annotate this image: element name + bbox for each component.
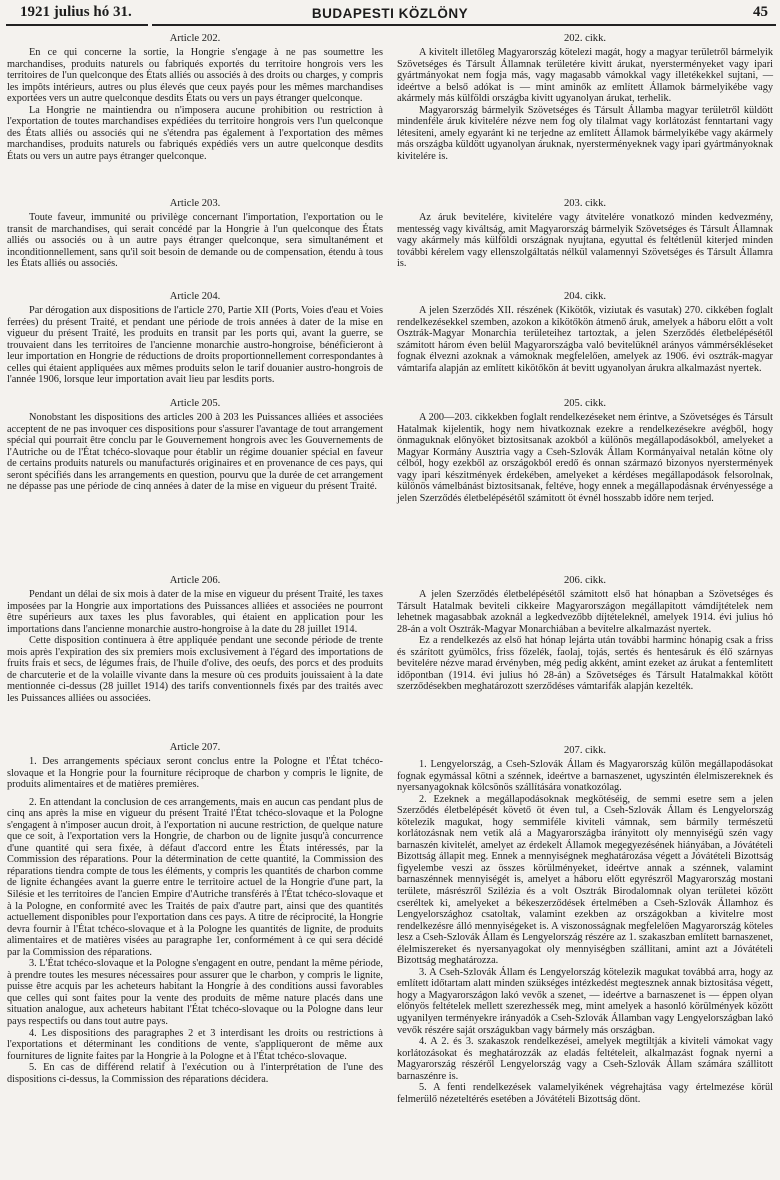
article-paragraph: Magyarország bármelyik Szövetséges és Társult Államba magyar területről küldött mindenféle áruk kivitelére nézve nem fog oly tilalmat vagy korlátozást fenntartani vagy létesiteni, amely egyaránt ki ne terjedne az említett Államok bármelyikébe vagy akármely más országba küldött ugyanolyan áruknak, nyersterményeknek vagy ipari gyártmányoknak kivitelére is. (397, 104, 773, 162)
article-heading: 206. cikk. (563, 575, 607, 586)
article-section (7, 397, 383, 493)
article-heading: 202. cikk. (563, 33, 607, 44)
page-number: 45 (753, 4, 768, 20)
article-heading: 205. cikk. (563, 398, 607, 409)
article-paragraph: A kivitelt illetőleg Magyarország kötelezi magát, hogy a magyar területről bármelyik Szövetséges és Társult Államnak területére kivitt árukat, nyersterményeket vagy ipari gyártmányokat nem fogja más, vagy magasabb vámokkal vagy illetékekkel sujtani, — ideértve a belső adókat is — mint aminők az említett Államok bármelyikébe vagy akármely más külföldi országba kivitt ugyanolyan árukat, terhelik. (397, 47, 773, 105)
article-section (397, 397, 773, 504)
article-paragraph: Par dérogation aux dispositions de l'article 270, Partie XII (Ports, Voies d'eau et Voies ferrées) du présent Traité, et pendant une période de trois années à dater de la mise en vigueur du présent Traité, les produits en transit par les ports qui, avant la guerre, se trouvaient dans les territoires de l'ancienne monarchie austro-hongroise, bénéficieront à leur importation en Hongrie de réductions de droits proportionnellement correspondantes à celles qui étaient appliquées aux mêmes produits selon le tarif douanier austro-hongrois de l'année 1906, lorsque leur importation avait lieu par lesdits ports. (7, 305, 383, 386)
article-paragraph: Cette disposition continuera à être appliquée pendant une seconde période de trente mois après l'expiration des six premiers mois exclusivement à l'égard des importations de fruits frais et secs, de légumes frais, de l'huile d'olive, des oeufs, des porcs et des produits de charcuterie et de la volaille vivante dans la mesure où ces produits jouissaient à la date mentionnée ci-dessus (28 juillet 1914) des tarifs conventionnels fixés par des traités avec les Puissances alliées ou associées. (7, 635, 383, 704)
article-paragraph: 3. L'État tchéco-slovaque et la Pologne s'engagent en outre, pendant la même période, à prendre toutes les mesures nécessaires pour assurer que le charbon, y compris le lignite, puisse être acquis par les acheteurs habitant la Hongrie à des conditions aussi favorables que celles qui sont faites pour la vente des produits de même nature placés dans une situation analogue, aux acheteurs habitant l'État tchéco-slovaque ou la Pologne dans leur pays respectifs ou dans tout autre pays. (7, 958, 383, 1028)
article-heading: Article 203. (169, 198, 221, 209)
article-paragraph: 1. Lengyelország, a Cseh-Szlovák Állam és Magyarország külön megállapodásokat fognak egymással kötni a szénnek, ideértve a barnaszenet, ugyszintén élelmiszereknek és nyersanyagoknak kölcsönös szállítására vonatkozólag. (397, 759, 773, 794)
article-heading: 204. cikk. (563, 291, 607, 302)
article-section (397, 574, 773, 693)
article-paragraph: A jelen Szerződés életbelépésétől számitott első hat hónapban a Szövetséges és Társult Hatalmak beviteli cikkeire Magyarországon megállapitott vámdíjtételek nem lehetnek magasabbak azoknál a legkedvezőbb díjtételeknél, amelyek 1914. évi julius hó 28-án a volt Osztrák-Magyar Monarchiában a bevitelre alkalmazást nyertek. (397, 589, 773, 635)
article-heading: Article 206. (169, 575, 221, 586)
article-section (397, 290, 773, 374)
header-rule-right (152, 24, 776, 26)
article-section (7, 290, 383, 386)
article-heading: Article 205. (169, 398, 221, 409)
publication-title: BUDAPESTI KÖZLÖNY (311, 6, 469, 21)
article-section (7, 574, 383, 704)
article-paragraph: 3. A Cseh-Szlovák Állam és Lengyelország kötelezik magukat továbbá arra, hogy az említett időtartam alatt minden szükséges intézkedést megtesznek annak biztositása végett, hogy a Magyarországon lakó vevők a szenet, — ideértve a barnaszenet is — éppen olyan előnyös feltételek mellett szerezhessék meg, mint amelyek a hasonló körülmények között ugyanilyen terményekre irányadók a Cseh-Szlovák Államban vagy Lengyelországban lakó vevők részére saját országukban vagy bármely más országban. (397, 966, 773, 1036)
article-paragraph: 2. Ezeknek a megállapodásoknak megkötéséig, de semmi esetre sem a jelen Szerződés életbelépését követő öt éven tul, a Cseh-Szlovák Állam és Lengyelország kötelezik magukat, hogy semmiféle kiviteli vámnak, sem bármily természetü korlátozásnak nem vetik alá a Magyarországba irányitott oly mennyiségü szén vagy barnaszén kivitelét, amelyet az érdekelt Államok megegyezésének hiányában, a Jóvátételi Bizottság állapit meg. Ennek a mennyiségnek meghatározása végett a Jóvátételi Bizottság figyelembe veszi az összes körülményeket, ideértve annak a szénnek, valamint barnaszénnek mennyiségét is, amelyet a háboru előtt egyrészről Magyarország mostani területe, másrészről Szilézia és a volt Osztrák Birodalomnak olyan területei között cseréltek ki, amelyeket a békeszerződések értelmében a Cseh-Szlovák Államhoz és Lengyelországhoz csatoltak, valamint ezekben az országokban a kivitelre most rendelkezésre álló mennyiségeket is. A viszonosságnak megfelelően Magyarország köteles lesz a Cseh-Szlovák Állam és Lengyelország részére az 1. szakaszban említett barnaszenet, élelmiszereket és nyersanyagokat oly mennyiségben szállitani, amint azt a Jóvátételi Bizottság meghatározza. (397, 793, 773, 967)
article-paragraph: Pendant un délai de six mois à dater de la mise en vigueur du présent Traité, les taxes imposées par la Hongrie aux importations des Puissances alliées et associées ne pourront être supérieurs aux taxes les plus favorables, qui étaient en application pour les importations dans l'ancienne monarchie austro-hongroise à la date du 28 juillet 1914. (7, 589, 383, 635)
article-paragraph: 4. A 2. és 3. szakaszok rendelkezései, amelyek megtiltják a kiviteli vámokat vagy korlátozásokat és meghatározzák az eladás feltételeit, alkalmazást fognak nyerni a Magyarország részéről Lengyelország vagy a Cseh-Szlovák Állam számára szállitott barnaszénre is. (397, 1036, 773, 1082)
article-heading: Article 204. (169, 291, 221, 302)
article-section (397, 197, 773, 270)
article-paragraph: 1. Des arrangements spéciaux seront conclus entre la Pologne et l'État tchéco-slovaque et la Hongrie pour la fourniture réciproque de charbon y compris le lignite, de produits alimentaires et de matières premières. (7, 756, 383, 791)
article-paragraph: 2. En attendant la conclusion de ces arrangements, mais en aucun cas pendant plus de cinq ans après la mise en vigueur du présent Traité l'État tchéco-slovaque et la Pologne s'engagent à n'imposer aucun droit, à l'exportation ni aucune restriction, de quelque nature que ce soit, à l'exportation vers la Hongrie, de charbon ou de lignite jusqu'à concurrence d'une quantité qui sera fixée, à défaut d'accord entre les États intéressés, par la Commission des réparations. Pour la détermination de cette quantité, la Commission des réparations tiendra compte de tous les éléments, y compris les quantités de charbon comme de lignite échangées avant la guerre entre le territoire actuel de la Hongrie d'une part, la Silésie et les territoires de l'ancien Empire d'Autriche transférés à l'État tchéco-slovaque et à la Pologne, en conformité avec les Traités de paix d'autre part, ainsi que des quantités actuellement disponibles pour l'exportation dans ces pays. A titre de réciprocité, la Hongrie devra fournir à l'État tchéco-slovaque et à la Pologne les quantités de lignite, de produits alimentaires et de matières visées au paragraphe 1er, conformément à ce qui sera décidé par la Commission des réparations. (7, 796, 383, 958)
article-paragraph: Ez a rendelkezés az első hat hónap lejárta után további harminc hónapig csak a friss és szárított gyümölcs, friss főzelék, faolaj, tojás, sertés és hentesáruk és élő szárnyas bevitelére nézve marad érvényben, még pedig akként, amint ezeket az árukat a fentemlitett időpontban (1914. évi julius hó 28-án) a Szövetséges és Társult Hatalmakkal kötött szerződésekben meghatározott szerződéses vámtarifák alapján kezelték. (397, 635, 773, 693)
article-paragraph: 5. A fenti rendelkezések valamelyikének végrehajtása vagy értelmezése körül felmerülő nézeteltérés esetében a Jóvátételi Bizottság dönt. (397, 1082, 773, 1105)
article-heading: Article 202. (169, 33, 221, 44)
article-paragraph: Toute faveur, immunité ou privilège concernant l'importation, l'exportation ou le transit de marchandises, qui serait concédé par la Hongrie à l'un quelconque des États alliés ou associés ou à un autre pays étranger quelconque, sera simultanément et inconditionnellement, sans qu'il soit besoin de demande ou de compensation, étendu à tous les États alliés ou associés. (7, 212, 383, 270)
article-section (7, 197, 383, 270)
issue-date: 1921 julius hó 31. (20, 4, 132, 20)
article-section (397, 32, 773, 162)
article-section (397, 744, 773, 1105)
header-rule-left (6, 24, 148, 26)
article-heading: 207. cikk. (563, 745, 607, 756)
article-paragraph: 5. En cas de différend relatif à l'exécution ou à l'interprétation de l'une des dispositions ci-dessus, la Commission des réparations décidera. (7, 1062, 383, 1085)
article-section (7, 741, 383, 1085)
article-paragraph: Az áruk bevitelére, kivitelére vagy átvitelére vonatkozó minden kedvezmény, mentesség vagy kiváltság, amit Magyarország bármelyik Szövetséges és Társult Államnak vagy akármely más külföldi országnak nyujtana, egyuttal és feltétlenül kiterjed minden további kérelem vagy ellenszolgáltatás nélkül valamennyi Szövetséges és Társult Államra is. (397, 212, 773, 270)
article-paragraph: Nonobstant les dispositions des articles 200 à 203 les Puissances alliées et associées acceptent de ne pas invoquer ces dispositions pour s'assurer l'avantage de tout arrangement spécial qui pourrait être conclu par le Gouvernement hongrois avec les Gouvernements de l'Autriche ou de l'État tchéco-slovaque pour établir un régime douanier spécial en faveur de certains produits naturels ou manufacturés originaires et en provenance de ces pays, qui seront spécifiés dans les arrangements en question, pourvu que la durée de cet arrangement ne dépasse pas une période de cinq années à dater de la mise en vigueur du présent Traité. (7, 412, 383, 493)
article-paragraph: A jelen Szerződés XII. részének (Kikötők, viziutak és vasutak) 270. cikkében foglalt rendelkezésekkel szemben, azokon a kikötőkön átmenő áruk, amelyek a háboru előtt a volt Osztrák-Magyar Monarchia területeihez tartoztak, a jelen Szerződés életbelépésétől számitott három éven belül Magyarországba való bevitelüknél arányos vámmérsékléseket fognak élvezni azoknak a vámoknak megfelelően, amelyek az 1906. évi osztrák-magyar vámtarifa alapján az említett kikötőkön át bevitt ugyanolyan árukra alkalmazást nyertek. (397, 305, 773, 374)
article-paragraph: En ce qui concerne la sortie, la Hongrie s'engage à ne pas soumettre les marchandises, produits naturels ou fabriqués exportés du territoire hongrois vers les territoires de l'un quelconque des États alliés ou associés à des droits ou charges, y compris les impôts intérieurs, autres ou plus élevés que ceux payés pour les mêmes marchandises exportées vers un autre quelconque desdits États ou vers un pays étranger quelconque. (7, 47, 383, 105)
article-paragraph: 4. Les dispositions des paragraphes 2 et 3 interdisant les droits ou restrictions à l'exportations et déterminant les conditions de vente, s'appliqueront de même aux fournitures de lignite faites par la Hongrie à la Pologne et à l'État tchéco-slovaque. (7, 1027, 383, 1062)
article-paragraph: A 200—203. cikkekben foglalt rendelkezéseket nem érintve, a Szövetséges és Társult Hatalmak kijelentik, hogy nem hivatkoznak ezekre a rendelkezésekre avégből, hogy önmaguknak előnyöket biztositsanak azokból a különös megállapodásokból, amelyeket a Magyar Kormány Ausztria vagy a Cseh-Szlovák Állam Kormányaival netalán kötne oly célból, hogy ezekből az országokból eredő és onnan származó bizonyos nyerstermények vagy ipari készitmények érdekében, amelyeket a kérdéses megállapodások felsorolnak, különös vámelbánást biztositsanak, feltéve, hogy ennek a megállapodásnak érvényessége a jelen Szerződés életbelépésétől számitott öt évnél hosszabb időre nem terjed. (397, 412, 773, 504)
article-heading: Article 207. (169, 742, 221, 753)
article-heading: 203. cikk. (563, 198, 607, 209)
article-section (7, 32, 383, 162)
article-paragraph: La Hongrie ne maintiendra ou n'imposera aucune prohibition ou restriction à l'exportation de toutes marchandises expédiées du territoire hongrois vers l'un quelconque des États alliés ou associés qui ne s'étendra pas également à l'exportation des mêmes marchandises, produits naturels ou fabriqués expédiés vers un autre quelconque desdits États ou vers un autre pays étranger quelconque. (7, 104, 383, 162)
